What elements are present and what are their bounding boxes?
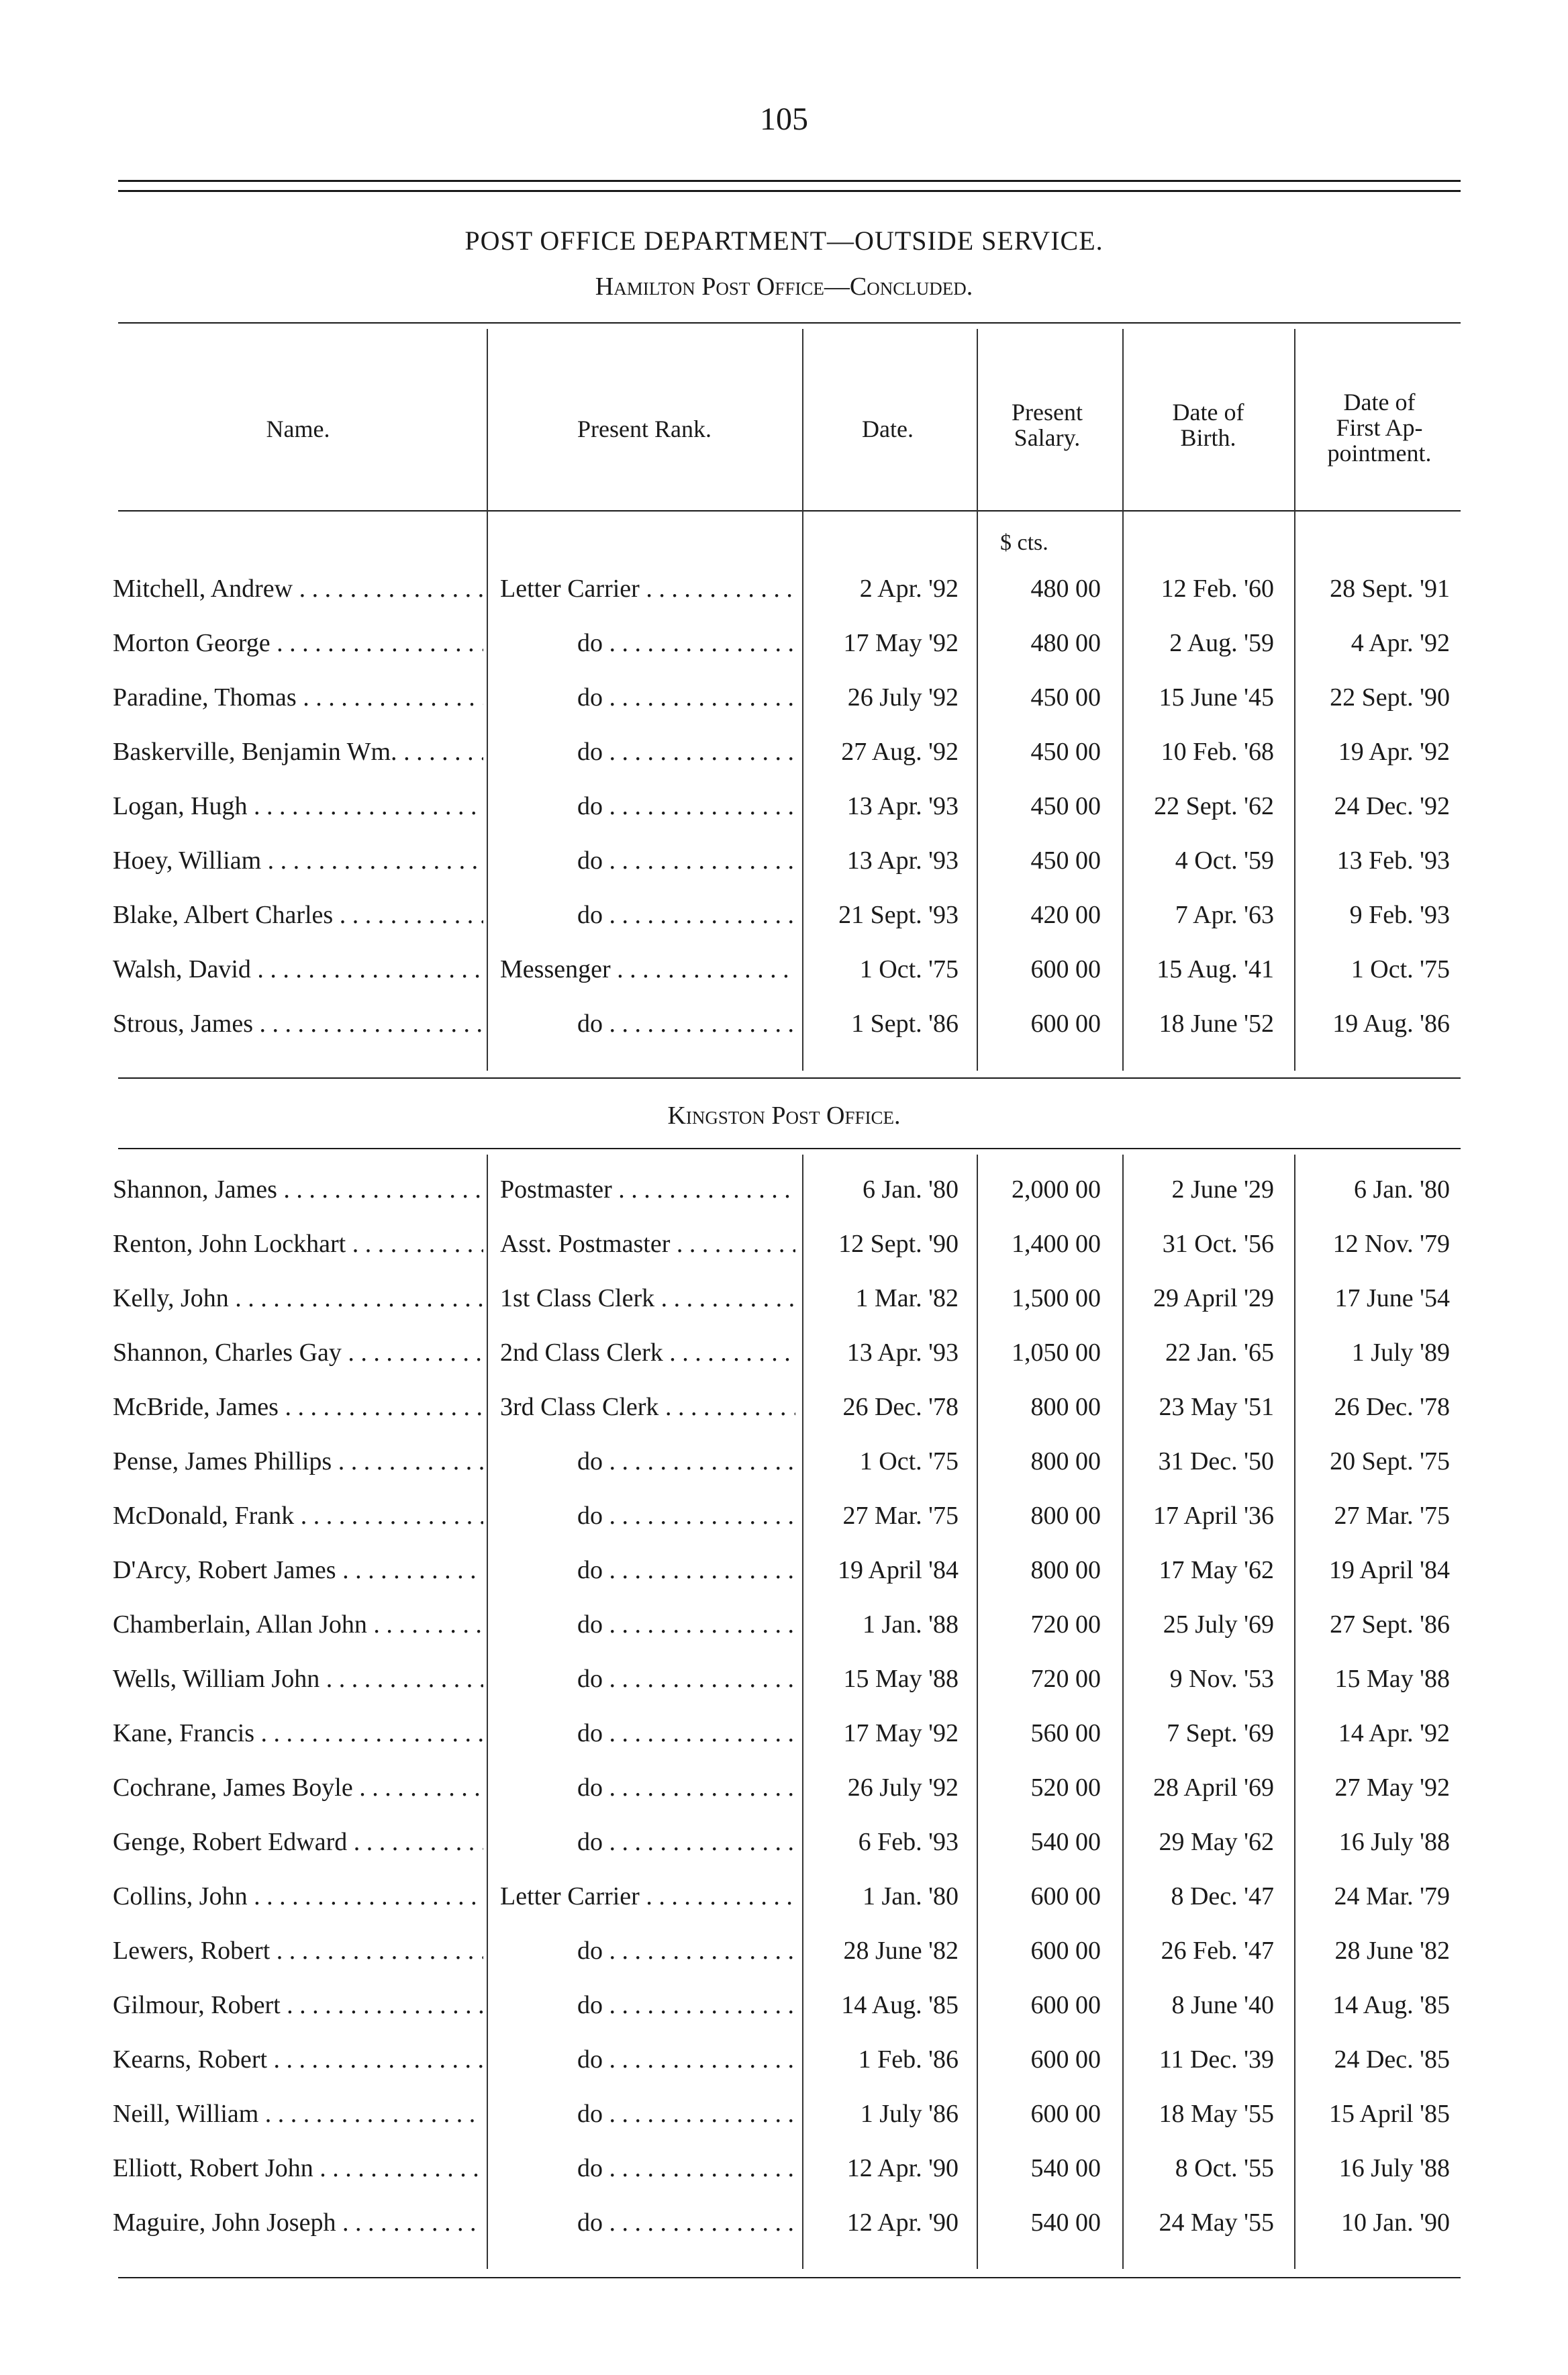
cell-rank: do . . . [500,846,795,875]
table-row [0,1610,1568,1653]
cell-birth-date: 29 April '29 [1153,1284,1274,1312]
cell-rank: do . . . [500,1827,795,1857]
cell-birth-date: 8 June '40 [1171,1991,1274,2019]
cell-salary: 1,400 00 [1012,1230,1101,1258]
cell-rank: do . . . [500,2045,795,2074]
cell-birth-date: 15 Aug. '41 [1157,955,1274,983]
cell-salary: 800 00 [1030,1556,1101,1584]
cell-name: Shannon, James . . . [113,1175,483,1204]
table-row [0,900,1568,943]
cell-rank: do . . . [500,1447,795,1476]
cell-date: 1 July '86 [860,2100,959,2128]
cell-appointment-date: 27 Mar. '75 [1334,1502,1450,1530]
table-row [0,1555,1568,1598]
cell-rank: do . . . [500,683,795,712]
cell-name: Shannon, Charles Gay . . . [113,1338,483,1367]
header-top-rule [118,322,1461,324]
cell-birth-date: 18 June '52 [1159,1010,1274,1038]
cell-date: 26 July '92 [847,1774,959,1802]
cell-appointment-date: 26 Dec. '78 [1334,1393,1450,1421]
cell-salary: 600 00 [1030,1882,1101,1910]
cell-appointment-date: 28 Sept. '91 [1330,575,1450,603]
header-bottom-rule [118,510,1461,512]
cell-date: 6 Jan. '80 [862,1175,959,1204]
cell-birth-date: 9 Nov. '53 [1169,1665,1274,1693]
cell-birth-date: 28 April '69 [1153,1774,1274,1802]
cell-birth-date: 17 April '36 [1153,1502,1274,1530]
cell-salary: 800 00 [1030,1393,1101,1421]
cell-rank: 3rd Class Clerk . . . [500,1392,795,1422]
cell-rank: do . . . [500,1664,795,1694]
cell-name: Pense, James Phillips . . . [113,1447,483,1476]
cell-birth-date: 29 May '62 [1159,1828,1274,1856]
cell-birth-date: 2 June '29 [1171,1175,1274,1204]
cell-date: 13 Apr. '93 [846,792,959,820]
cell-rank: 1st Class Clerk . . . [500,1283,795,1313]
section-rule [118,1077,1461,1079]
cell-name: Chamberlain, Allan John . . . [113,1610,483,1639]
table-row [0,574,1568,617]
cell-appointment-date: 1 July '89 [1351,1339,1450,1367]
column-header-birth-line2: Birth. [1180,424,1236,451]
cell-rank: do . . . [500,2208,795,2237]
department-title: POST OFFICE DEPARTMENT—OUTSIDE SERVICE. [464,226,1104,256]
cell-birth-date: 23 May '51 [1159,1393,1274,1421]
column-header-appointment-line1: Date of [1343,389,1416,416]
table-row [0,1501,1568,1544]
table-row [0,1338,1568,1381]
cell-name: Gilmour, Robert . . . [113,1990,483,2020]
cell-appointment-date: 22 Sept. '90 [1330,683,1450,712]
cell-salary: 1,050 00 [1012,1339,1101,1367]
table-row [0,1392,1568,1435]
cell-appointment-date: 12 Nov. '79 [1332,1230,1450,1258]
cell-salary: 600 00 [1030,2100,1101,2128]
cell-name: Mitchell, Andrew . . . [113,574,483,603]
cell-rank: do . . . [500,1009,795,1038]
cell-salary: 450 00 [1030,792,1101,820]
cell-birth-date: 18 May '55 [1159,2100,1274,2128]
cell-appointment-date: 24 Dec. '92 [1334,792,1450,820]
column-header-salary-line1: Present [1012,399,1083,426]
column-header-salary [980,399,1114,450]
cell-rank: do . . . [500,628,795,658]
table-row [0,1175,1568,1218]
cell-birth-date: 31 Oct. '56 [1162,1230,1274,1258]
cell-date: 12 Apr. '90 [846,2154,959,2182]
cell-name: McBride, James . . . [113,1392,483,1422]
cell-date: 28 June '82 [843,1937,959,1965]
cell-birth-date: 8 Oct. '55 [1175,2154,1274,2182]
cell-name: Strous, James . . . [113,1009,483,1038]
kingston-section-title: Kingston Post Office. [667,1102,901,1130]
table-row [0,628,1568,671]
cell-salary: 600 00 [1030,1991,1101,2019]
table-row [0,2208,1568,2251]
cell-date: 6 Feb. '93 [858,1828,959,1856]
page-number: 105 [760,101,808,137]
cell-appointment-date: 15 April '85 [1329,2100,1450,2128]
column-header-appointment [1299,389,1460,466]
bottom-rule [118,2277,1461,2278]
column-header-birth [1128,399,1289,450]
cell-rank: 2nd Class Clerk . . . [500,1338,795,1367]
cell-birth-date: 8 Dec. '47 [1171,1882,1274,1910]
table-row [0,846,1568,889]
cell-salary: 1,500 00 [1012,1284,1101,1312]
cell-appointment-date: 9 Feb. '93 [1349,901,1450,929]
cell-birth-date: 11 Dec. '39 [1159,2045,1274,2074]
cell-appointment-date: 27 Sept. '86 [1330,1610,1450,1639]
column-header-salary-line2: Salary. [1014,424,1081,451]
cell-name: Wells, William John . . . [113,1664,483,1694]
cell-name: Elliott, Robert John . . . [113,2153,483,2183]
cell-salary: 720 00 [1030,1665,1101,1693]
table-row [0,1718,1568,1761]
cell-date: 1 Mar. '82 [855,1284,959,1312]
cell-birth-date: 4 Oct. '59 [1175,846,1274,875]
cell-name: Lewers, Robert . . . [113,1936,483,1966]
cell-date: 1 Sept. '86 [851,1010,959,1038]
cell-rank: do . . . [500,1990,795,2020]
cell-name: Kane, Francis . . . [113,1718,483,1748]
cell-appointment-date: 19 Apr. '92 [1338,738,1450,766]
cell-birth-date: 22 Jan. '65 [1165,1339,1274,1367]
cell-date: 13 Apr. '93 [846,846,959,875]
cell-name: Collins, John . . . [113,1882,483,1911]
cell-rank: Letter Carrier . . . [500,574,795,603]
cell-name: D'Arcy, Robert James . . . [113,1555,483,1585]
cell-rank: do . . . [500,1718,795,1748]
cell-name: Hoey, William . . . [113,846,483,875]
cell-date: 17 May '92 [843,629,959,657]
cell-salary: 600 00 [1030,955,1101,983]
cell-date: 21 Sept. '93 [838,901,959,929]
table-row [0,1229,1568,1272]
cell-date: 12 Apr. '90 [846,2209,959,2237]
cell-birth-date: 10 Feb. '68 [1161,738,1274,766]
cell-date: 1 Jan. '80 [862,1882,959,1910]
table-row [0,1827,1568,1870]
column-header-name: Name. [266,416,330,442]
table-row [0,2153,1568,2196]
cell-name: Logan, Hugh . . . [113,791,483,821]
cell-salary: 800 00 [1030,1502,1101,1530]
cell-salary: 2,000 00 [1012,1175,1101,1204]
cell-date: 17 May '92 [843,1719,959,1747]
cell-appointment-date: 15 May '88 [1334,1665,1450,1693]
cell-appointment-date: 10 Jan. '90 [1340,2209,1450,2237]
cell-birth-date: 31 Dec. '50 [1158,1447,1274,1475]
cell-rank: Messenger . . . [500,955,795,984]
cell-date: 19 April '84 [838,1556,959,1584]
cell-rank: do . . . [500,1936,795,1966]
cell-salary: 540 00 [1030,2209,1101,2237]
cell-date: 26 July '92 [847,683,959,712]
cell-salary: 560 00 [1030,1719,1101,1747]
cell-name: Cochrane, James Boyle . . . [113,1773,483,1802]
cell-salary: 520 00 [1030,1774,1101,1802]
cell-name: Walsh, David . . . [113,955,483,984]
cell-rank: do . . . [500,1773,795,1802]
cell-rank: do . . . [500,791,795,821]
cell-date: 1 Oct. '75 [859,955,959,983]
salary-units: $ cts. [1000,530,1048,555]
cell-rank: do . . . [500,1501,795,1531]
column-header-birth-line1: Date of [1172,399,1244,426]
cell-name: Kelly, John . . . [113,1283,483,1313]
table-row [0,683,1568,726]
cell-appointment-date: 16 July '88 [1338,1828,1450,1856]
section-subtitle: Hamilton Post Office—Concluded. [595,273,973,301]
table-row [0,791,1568,834]
cell-rank: do . . . [500,1610,795,1639]
cell-appointment-date: 27 May '92 [1334,1774,1450,1802]
cell-date: 1 Oct. '75 [859,1447,959,1475]
cell-appointment-date: 17 June '54 [1334,1284,1450,1312]
cell-name: Genge, Robert Edward . . . [113,1827,483,1857]
top-rule-double [118,190,1461,192]
cell-name: Kearns, Robert . . . [113,2045,483,2074]
cell-name: Neill, William . . . [113,2099,483,2129]
cell-name: McDonald, Frank . . . [113,1501,483,1531]
cell-name: Renton, John Lockhart . . . [113,1229,483,1259]
table-row [0,955,1568,998]
cell-birth-date: 2 Aug. '59 [1169,629,1274,657]
cell-salary: 480 00 [1030,629,1101,657]
cell-rank: do . . . [500,2153,795,2183]
cell-birth-date: 22 Sept. '62 [1154,792,1274,820]
table-row [0,737,1568,780]
cell-rank: Asst. Postmaster . . . [500,1229,795,1259]
cell-salary: 540 00 [1030,2154,1101,2182]
cell-salary: 600 00 [1030,1937,1101,1965]
cell-salary: 720 00 [1030,1610,1101,1639]
cell-salary: 480 00 [1030,575,1101,603]
cell-salary: 600 00 [1030,1010,1101,1038]
table-row [0,1936,1568,1979]
cell-birth-date: 17 May '62 [1159,1556,1274,1584]
cell-date: 14 Aug. '85 [841,1991,959,2019]
cell-birth-date: 15 June '45 [1159,683,1274,712]
cell-salary: 450 00 [1030,738,1101,766]
cell-date: 27 Mar. '75 [842,1502,959,1530]
cell-date: 26 Dec. '78 [842,1393,959,1421]
column-header-appointment-line3: pointment. [1327,440,1432,467]
section-rule [118,1148,1461,1149]
cell-appointment-date: 19 April '84 [1329,1556,1450,1584]
cell-appointment-date: 14 Aug. '85 [1332,1991,1450,2019]
cell-rank: Postmaster . . . [500,1175,795,1204]
cell-appointment-date: 1 Oct. '75 [1351,955,1450,983]
cell-date: 27 Aug. '92 [841,738,959,766]
cell-appointment-date: 28 June '82 [1334,1937,1450,1965]
column-header-date: Date. [862,416,914,442]
cell-name: Blake, Albert Charles . . . [113,900,483,930]
cell-salary: 800 00 [1030,1447,1101,1475]
cell-rank: do . . . [500,1555,795,1585]
column-header-rank: Present Rank. [577,416,712,442]
cell-rank: do . . . [500,737,795,767]
cell-birth-date: 12 Feb. '60 [1161,575,1274,603]
cell-birth-date: 7 Apr. '63 [1175,901,1274,929]
table-row [0,1882,1568,1925]
table-row [0,2099,1568,2142]
cell-birth-date: 7 Sept. '69 [1167,1719,1274,1747]
cell-appointment-date: 20 Sept. '75 [1330,1447,1450,1475]
cell-date: 1 Jan. '88 [862,1610,959,1639]
cell-appointment-date: 13 Feb. '93 [1336,846,1450,875]
top-rule [118,180,1461,182]
cell-appointment-date: 24 Mar. '79 [1334,1882,1450,1910]
table-row [0,1664,1568,1707]
cell-appointment-date: 19 Aug. '86 [1332,1010,1450,1038]
cell-rank: Letter Carrier . . . [500,1882,795,1911]
table-row [0,1773,1568,1816]
table-row [0,1990,1568,2033]
cell-rank: do . . . [500,900,795,930]
table-row [0,2045,1568,2088]
cell-appointment-date: 6 Jan. '80 [1353,1175,1450,1204]
cell-name: Morton George . . . [113,628,483,658]
cell-birth-date: 25 July '69 [1163,1610,1274,1639]
cell-date: 12 Sept. '90 [838,1230,959,1258]
table-row [0,1283,1568,1326]
cell-salary: 450 00 [1030,846,1101,875]
cell-appointment-date: 24 Dec. '85 [1334,2045,1450,2074]
cell-salary: 540 00 [1030,1828,1101,1856]
cell-date: 13 Apr. '93 [846,1339,959,1367]
cell-salary: 600 00 [1030,2045,1101,2074]
cell-appointment-date: 14 Apr. '92 [1338,1719,1450,1747]
cell-appointment-date: 16 July '88 [1338,2154,1450,2182]
table-row [0,1447,1568,1490]
cell-name: Maguire, John Joseph . . . [113,2208,483,2237]
cell-date: 2 Apr. '92 [859,575,959,603]
cell-salary: 450 00 [1030,683,1101,712]
cell-appointment-date: 4 Apr. '92 [1351,629,1450,657]
cell-birth-date: 26 Feb. '47 [1161,1937,1274,1965]
cell-salary: 420 00 [1030,901,1101,929]
cell-name: Baskerville, Benjamin Wm. . . . [113,737,483,767]
table-row [0,1009,1568,1052]
cell-rank: do . . . [500,2099,795,2129]
cell-date: 1 Feb. '86 [858,2045,959,2074]
column-header-appointment-line2: First Ap- [1336,414,1423,441]
cell-birth-date: 24 May '55 [1159,2209,1274,2237]
cell-name: Paradine, Thomas . . . [113,683,483,712]
cell-date: 15 May '88 [843,1665,959,1693]
